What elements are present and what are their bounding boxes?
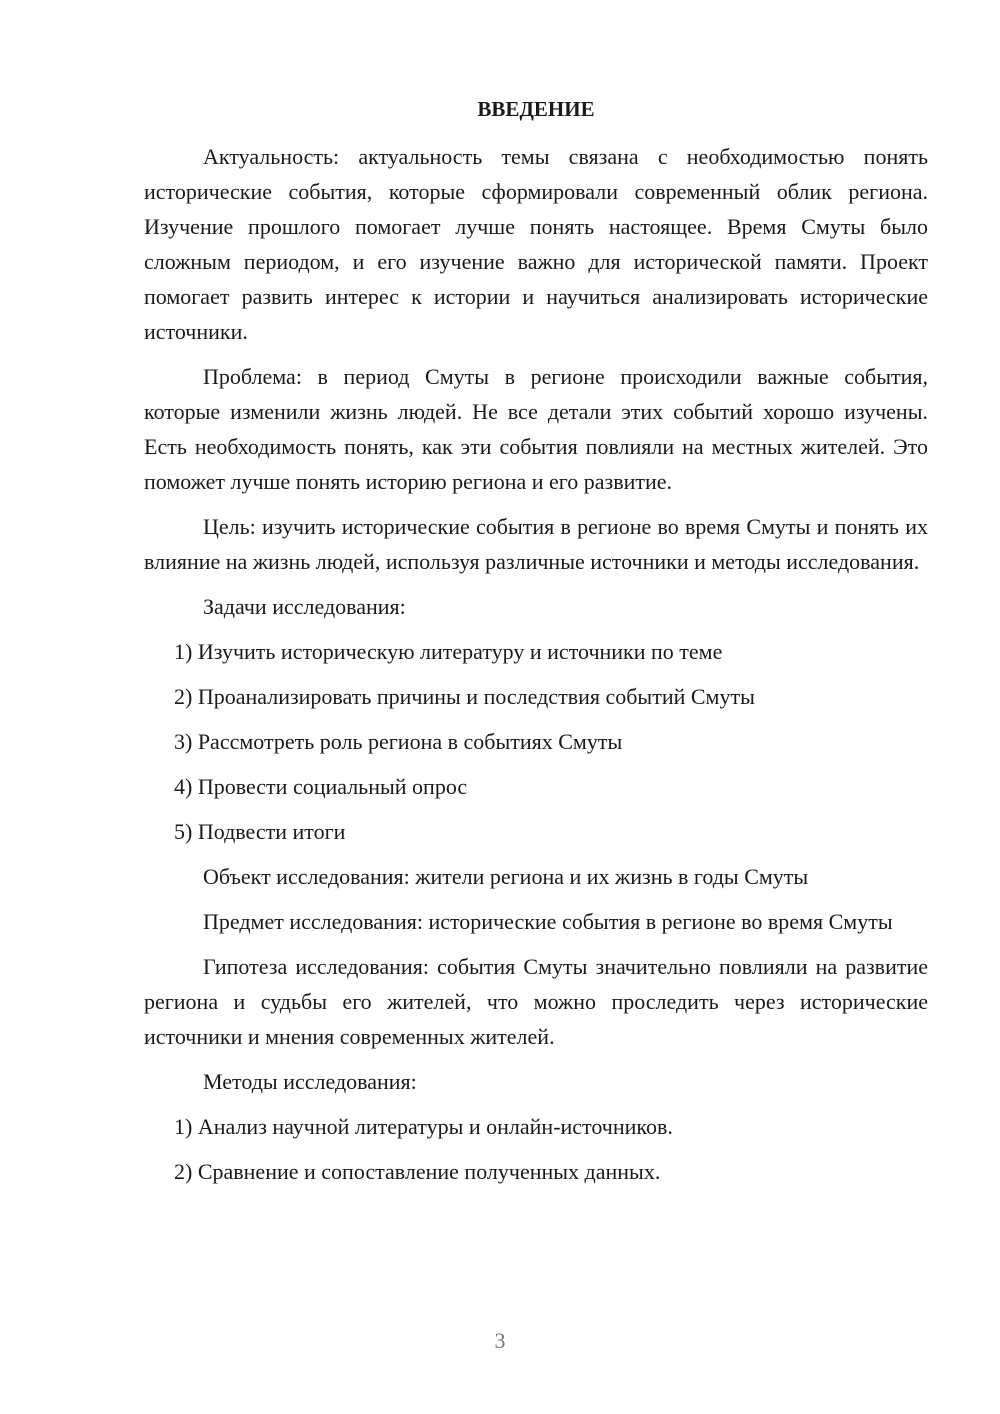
task-item: 1) Изучить историческую литературу и источники по теме <box>174 639 723 664</box>
document-page <box>144 92 928 1199</box>
task-item: 5) Подвести итоги <box>174 819 346 844</box>
page-title: ВВЕДЕНИЕ <box>477 97 595 121</box>
method-item: 2) Сравнение и сопоставление полученных данных. <box>174 1159 661 1184</box>
page-number: 3 <box>494 1328 506 1353</box>
paragraph-problem: Проблема: в период Смуты в регионе происходили важные события, которые изменили жизнь людей. Не все детали этих событий хорошо изучены. Есть необходимость понять, как эти события повлияли на местных жителей. Это поможет лучше понять историю региона и его развитие. <box>144 364 928 494</box>
paragraph-object: Объект исследования: жители региона и их жизнь в годы Смуты <box>203 864 809 889</box>
task-item: 4) Провести социальный опрос <box>174 774 468 799</box>
task-item: 3) Рассмотреть роль региона в событиях Смуты <box>174 729 623 754</box>
paragraph-relevance: Актуальность: актуальность темы связана с необходимостью понять исторические события, которые сформировали современный облик региона. Изучение прошлого помогает лучше понять настоящее. Время Смуты было сложным периодом, и его изучение важно для исторической памяти. Проект помогает развить интерес к истории и научиться анализировать исторические источники. <box>144 144 928 344</box>
tasks-heading: Задачи исследования: <box>203 594 406 619</box>
methods-heading: Методы исследования: <box>203 1069 417 1094</box>
paragraph-subject: Предмет исследования: исторические события в регионе во время Смуты <box>203 909 893 934</box>
paragraph-hypothesis: Гипотеза исследования: события Смуты значительно повлияли на развитие региона и судьбы его жителей, что можно проследить через исторические источники и мнения современных жителей. <box>144 954 928 1049</box>
paragraph-goal: Цель: изучить исторические события в регионе во время Смуты и понять их влияние на жизнь людей, используя различные источники и методы исследования. <box>144 514 928 574</box>
task-item: 2) Проанализировать причины и последствия событий Смуты <box>174 684 755 709</box>
method-item: 1) Анализ научной литературы и онлайн-источников. <box>174 1114 673 1139</box>
